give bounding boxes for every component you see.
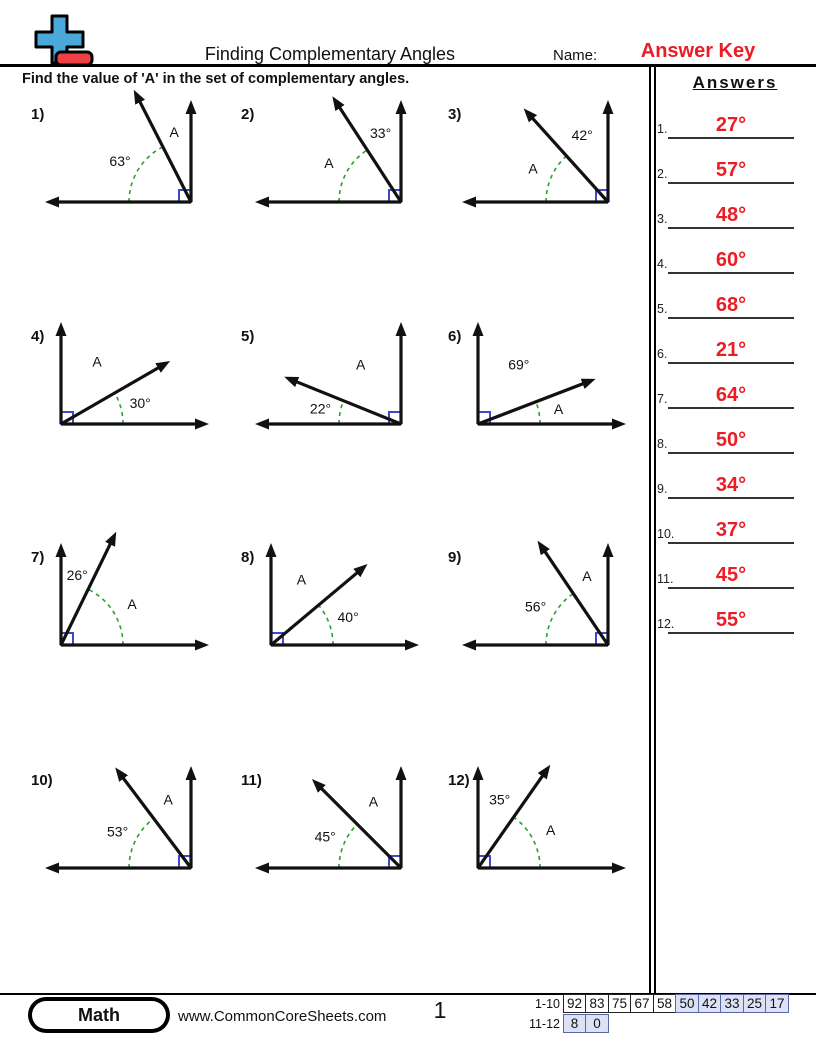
arc-angle-label: 22° bbox=[309, 400, 332, 417]
angle-arc bbox=[514, 817, 540, 868]
problem-block bbox=[456, 94, 631, 224]
upper-angle-label: 26° bbox=[66, 566, 88, 583]
answer-number: 4. bbox=[657, 257, 668, 271]
answer-line bbox=[668, 497, 794, 499]
angle-arc bbox=[339, 824, 357, 868]
answer-line bbox=[668, 272, 794, 274]
answer-value: 34° bbox=[715, 474, 747, 496]
angle-diagram bbox=[39, 760, 214, 885]
angle-diagram bbox=[456, 94, 631, 219]
answer-number: 9. bbox=[657, 482, 668, 496]
angle-diagram bbox=[39, 94, 214, 219]
grading-cell: 17 bbox=[765, 994, 789, 1013]
angle-arc bbox=[115, 393, 123, 424]
answer-number: 12. bbox=[657, 617, 675, 631]
problem-number: 5) bbox=[241, 328, 255, 345]
problem-number: 6) bbox=[448, 328, 462, 345]
page-number: 1 bbox=[433, 997, 447, 1023]
answer-value: 48° bbox=[715, 204, 747, 226]
arc-angle-label: 40° bbox=[337, 609, 359, 625]
problem-block bbox=[456, 537, 631, 667]
grading-cell: 50 bbox=[675, 994, 699, 1013]
angle-diagram bbox=[249, 760, 424, 885]
diagonal-ray bbox=[542, 547, 608, 645]
upper-angle-label: A bbox=[163, 791, 173, 808]
problem-number: 8) bbox=[241, 549, 255, 566]
answer-line bbox=[668, 407, 794, 409]
problem-block bbox=[249, 94, 424, 224]
answer-line bbox=[668, 182, 794, 184]
grading-cell: 0 bbox=[585, 1014, 609, 1033]
subject-badge-label: Math bbox=[32, 1001, 166, 1029]
answer-number: 2. bbox=[657, 167, 668, 181]
problem-number: 12) bbox=[448, 772, 470, 789]
worksheet-title: Finding Complementary Angles bbox=[204, 44, 456, 64]
problem-number: 3) bbox=[448, 106, 462, 123]
diagonal-ray bbox=[120, 774, 191, 868]
grading-cell: 58 bbox=[653, 994, 677, 1013]
upper-angle-label: 42° bbox=[571, 126, 593, 143]
problem-number: 4) bbox=[31, 328, 45, 345]
angle-arc bbox=[88, 589, 123, 645]
diagonal-ray bbox=[292, 380, 401, 424]
answer-value: 64° bbox=[715, 384, 747, 406]
answer-number: 7. bbox=[657, 392, 668, 406]
problem-number: 10) bbox=[31, 772, 53, 789]
answer-line bbox=[668, 632, 794, 634]
problem-block bbox=[249, 316, 424, 446]
problem-block bbox=[39, 94, 214, 224]
answer-line bbox=[668, 227, 794, 229]
answer-number: 11. bbox=[657, 572, 674, 586]
answer-number: 6. bbox=[657, 347, 668, 361]
answer-line bbox=[668, 587, 794, 589]
problem-number: 7) bbox=[31, 549, 45, 566]
arc-angle-label: A bbox=[528, 160, 538, 177]
answer-line bbox=[668, 542, 794, 544]
angle-arc bbox=[129, 147, 163, 202]
answer-line bbox=[668, 317, 794, 319]
angle-diagram bbox=[249, 316, 424, 441]
diagonal-ray bbox=[271, 569, 361, 645]
angle-diagram bbox=[39, 316, 214, 441]
problem-number: 2) bbox=[241, 106, 255, 123]
angle-diagram bbox=[456, 316, 631, 441]
problem-block bbox=[249, 760, 424, 890]
problem-block bbox=[39, 537, 214, 667]
upper-angle-label: A bbox=[356, 356, 366, 373]
grading-cell: 8 bbox=[563, 1014, 587, 1033]
problem-number: 1) bbox=[31, 106, 45, 123]
upper-angle-label: 69° bbox=[508, 356, 530, 373]
upper-angle-label: 33° bbox=[370, 125, 392, 141]
grading-cell: 92 bbox=[563, 994, 587, 1013]
grading-cell: 67 bbox=[630, 994, 654, 1013]
answer-value: 57° bbox=[715, 159, 747, 181]
angle-arc bbox=[129, 819, 154, 869]
answer-line bbox=[668, 452, 794, 454]
diagonal-ray bbox=[478, 771, 546, 868]
answer-value: 27° bbox=[715, 114, 747, 136]
answer-value: 55° bbox=[715, 609, 747, 631]
diagonal-ray bbox=[529, 114, 608, 202]
problem-block bbox=[456, 316, 631, 446]
arc-angle-label: A bbox=[553, 401, 564, 418]
diagonal-ray bbox=[478, 382, 588, 424]
grading-row-label: 1-10 bbox=[534, 997, 560, 1011]
angle-arc bbox=[546, 156, 567, 202]
upper-angle-label: A bbox=[92, 353, 102, 370]
upper-angle-label: A bbox=[582, 568, 592, 585]
answer-key-text: Answer Key bbox=[640, 40, 756, 62]
answer-value: 37° bbox=[715, 519, 747, 541]
arc-angle-label: A bbox=[324, 154, 334, 171]
answer-line bbox=[668, 137, 794, 139]
arc-angle-label: 45° bbox=[314, 828, 336, 845]
problem-number: 9) bbox=[448, 549, 462, 566]
answer-number: 8. bbox=[657, 437, 668, 451]
answer-value: 68° bbox=[715, 294, 747, 316]
answer-value: 21° bbox=[715, 339, 747, 361]
angle-diagram bbox=[456, 537, 631, 662]
grading-cell: 42 bbox=[698, 994, 722, 1013]
website-text: www.CommonCoreSheets.com bbox=[178, 1008, 387, 1025]
angle-arc bbox=[339, 150, 367, 202]
answer-value: 45° bbox=[715, 564, 747, 586]
diagonal-ray bbox=[318, 785, 401, 868]
angle-arc bbox=[536, 402, 540, 424]
angle-diagram bbox=[456, 760, 631, 885]
subject-badge bbox=[28, 997, 170, 1033]
name-label: Name: bbox=[553, 47, 598, 64]
angle-diagram bbox=[249, 537, 424, 662]
angle-arc bbox=[339, 401, 344, 424]
problem-block bbox=[456, 760, 631, 890]
grading-cell: 33 bbox=[720, 994, 744, 1013]
upper-angle-label: 35° bbox=[489, 791, 511, 808]
diagonal-ray bbox=[337, 103, 401, 202]
answers-divider bbox=[649, 67, 656, 993]
answer-value: 50° bbox=[715, 429, 747, 451]
arc-angle-label: 63° bbox=[109, 153, 131, 169]
angle-arc bbox=[546, 594, 573, 645]
upper-angle-label: A bbox=[368, 793, 379, 810]
grading-cell: 25 bbox=[743, 994, 767, 1013]
answer-number: 1. bbox=[657, 122, 668, 136]
problem-block bbox=[249, 537, 424, 667]
diagonal-ray bbox=[137, 97, 191, 202]
header-rule bbox=[0, 64, 816, 67]
arc-angle-label: 53° bbox=[107, 823, 129, 840]
answer-number: 5. bbox=[657, 302, 668, 316]
problem-block bbox=[39, 760, 214, 890]
angle-arc bbox=[319, 605, 334, 645]
arc-angle-label: A bbox=[546, 822, 556, 839]
instruction-text: Find the value of 'A' in the set of complementary angles. bbox=[22, 71, 410, 87]
grading-cell: 83 bbox=[585, 994, 609, 1013]
grading-cell: 75 bbox=[608, 994, 632, 1013]
upper-angle-label: A bbox=[169, 124, 179, 140]
grading-row bbox=[564, 994, 789, 1013]
arc-angle-label: A bbox=[127, 596, 137, 612]
answer-number: 3. bbox=[657, 212, 668, 226]
arc-angle-label: 56° bbox=[525, 598, 547, 615]
grading-row bbox=[564, 1014, 609, 1033]
answer-number: 10. bbox=[657, 527, 675, 541]
answer-value: 60° bbox=[715, 249, 747, 271]
arc-angle-label: 30° bbox=[129, 394, 151, 411]
problem-block bbox=[39, 316, 214, 446]
problem-number: 11) bbox=[241, 772, 262, 789]
answer-line bbox=[668, 362, 794, 364]
grading-row-label: 11-12 bbox=[528, 1017, 560, 1031]
answers-title: Answers bbox=[692, 73, 778, 92]
upper-angle-label: A bbox=[296, 571, 307, 588]
angle-diagram bbox=[249, 94, 424, 219]
diagonal-ray bbox=[61, 539, 113, 645]
angle-diagram bbox=[39, 537, 214, 662]
